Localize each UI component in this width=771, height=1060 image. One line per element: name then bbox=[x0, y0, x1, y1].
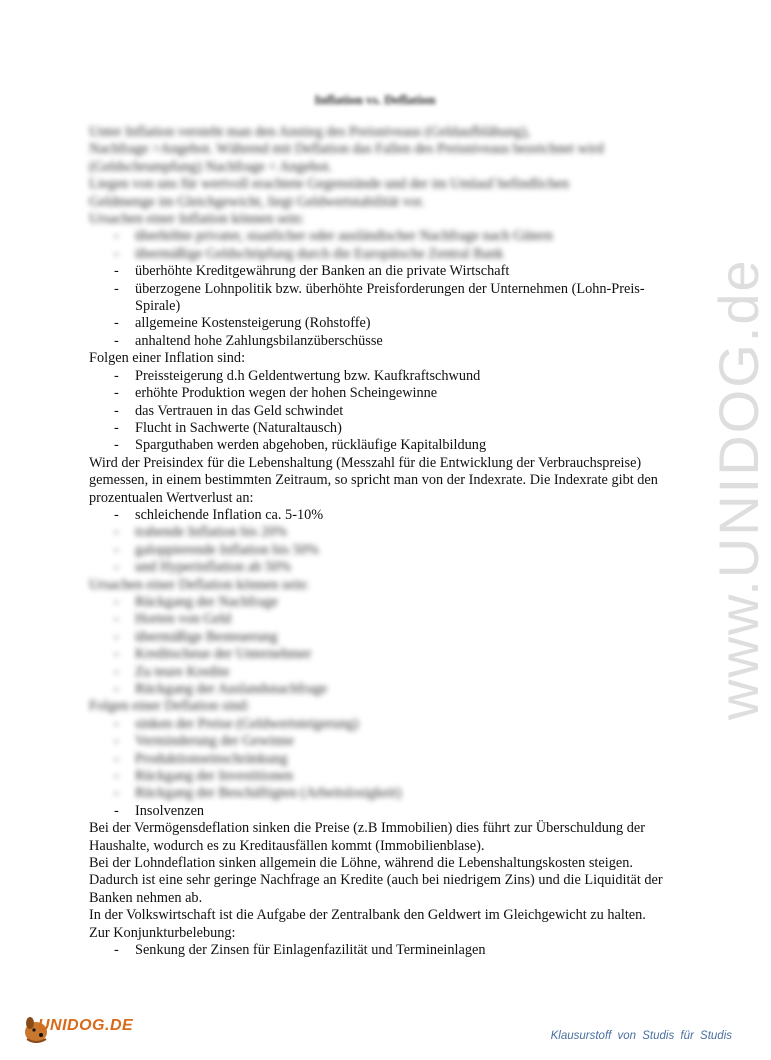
list-item: - Flucht in Sachwerte (Naturaltausch) bbox=[89, 420, 674, 437]
stimulus-heading: Zur Konjunkturbelebung: bbox=[89, 924, 236, 941]
inflation-causes-heading: Ursachen einer Inflation können sein: bbox=[89, 211, 305, 228]
list-item: - Preissteigerung d.h Geldentwertung bzw. Kaufkraftschwund bbox=[89, 368, 674, 385]
footer-tagline: Klausurstoff von Studis für Studis bbox=[550, 1030, 732, 1042]
closing-paragraph: In der Volkswirtschaft ist die Aufgabe der Zentralbank den Geldwert im Gleichgewicht zu halten. bbox=[89, 907, 646, 924]
index-paragraph: Wird der Preisindex für die Lebenshaltung (Messzahl für die Entwicklung der Verbrauchspreise) gemessen, in einem bestimmten Zeitraum, so spricht man von der Indexrate. Die Indexrate gibt den prozentualen Wertverlust an: bbox=[89, 454, 658, 506]
list-item: - erhöhte Produktion wegen der hohen Scheingewinne bbox=[89, 385, 674, 402]
intro-line: Liegen von uns für wertvoll erachtete Gegenstände und der im Umlauf befindlichen bbox=[89, 176, 569, 193]
list-item: - Insolvenzen bbox=[89, 803, 674, 820]
intro-line: (Geldschrumpfung) Nachfrage < Angebot. bbox=[89, 158, 333, 175]
list-item: - Kreditscheue der Unternehmer bbox=[89, 646, 674, 663]
intro-line: Geldmenge im Gleichgewicht, liegt Geldwertstabilität vor. bbox=[89, 193, 425, 210]
list-item: - Sparguthaben werden abgehoben, rückläufige Kapitalbildung bbox=[89, 437, 674, 454]
watermark: www.UNIDOG.de bbox=[707, 258, 770, 720]
inflation-types-list bbox=[89, 507, 674, 577]
list-item: - trabende Inflation bis 20% bbox=[89, 524, 674, 541]
list-item: - Rückgang der Beschäftigten (Arbeitslosigkeit) bbox=[89, 785, 674, 802]
list-item: - überzogene Lohnpolitik bzw. überhöhte Preisforderungen der Unternehmen (Lohn-Preis-Spirale) bbox=[89, 281, 674, 316]
list-item: - galoppierende Inflation bis 50% bbox=[89, 542, 674, 559]
inflation-causes-list bbox=[89, 228, 674, 350]
list-item: - Horten von Geld bbox=[89, 611, 674, 628]
list-item: - übermäßige Besteuerung bbox=[89, 629, 674, 646]
list-item: - Produktionseinschränkung bbox=[89, 751, 674, 768]
deflation-causes-list bbox=[89, 594, 674, 698]
closing-paragraph: Bei der Vermögensdeflation sinken die Preise (z.B Immobilien) dies führt zur Überschuldung der Haushalte, wodurch es zu Kreditausfällen kommt (Immobilienblase). bbox=[89, 820, 645, 854]
list-item: - Rückgang der Auslandsnachfrage bbox=[89, 681, 674, 698]
list-item: - Senkung der Zinsen für Einlagenfazilität und Termineinlagen bbox=[89, 942, 674, 959]
list-item: - sinken der Preise (Geldwertsteigerung) bbox=[89, 716, 674, 733]
list-item: - Rückgang der Investitionen bbox=[89, 768, 674, 785]
stimulus-list bbox=[89, 942, 674, 959]
intro-block bbox=[89, 124, 674, 228]
deflation-effects-list bbox=[89, 716, 674, 820]
document-body bbox=[89, 124, 674, 960]
list-item: - schleichende Inflation ca. 5-10% bbox=[89, 507, 674, 524]
list-item: - überhöhte Kreditgewährung der Banken an die private Wirtschaft bbox=[89, 263, 674, 280]
list-item: - Rückgang der Nachfrage bbox=[89, 594, 674, 611]
list-item: - übermäßige Geldschöpfung durch die Europäische Zentral Bank bbox=[89, 246, 674, 263]
list-item: - das Vertrauen in das Geld schwindet bbox=[89, 403, 674, 420]
inflation-effects-heading: Folgen einer Inflation sind: bbox=[89, 350, 246, 367]
intro-line: Nachfrage >Angebot. Während mit Deflation das Fallen des Preisniveaus bezeichnet wird bbox=[89, 141, 604, 158]
inflation-effects-list bbox=[89, 368, 674, 455]
list-item: - überhöhte privater, staatlicher oder ausländischer Nachfrage nach Gütern bbox=[89, 228, 674, 245]
logo-text: UNIDOG.DE bbox=[38, 1017, 134, 1034]
list-item: - anhaltend hohe Zahlungsbilanzüberschüsse bbox=[89, 333, 674, 350]
list-item: - allgemeine Kostensteigerung (Rohstoffe) bbox=[89, 315, 674, 332]
list-item: - Verminderung der Gewinne bbox=[89, 733, 674, 750]
deflation-causes-heading: Ursachen einer Deflation können sein: bbox=[89, 576, 309, 593]
deflation-effects-heading: Folgen einer Deflation sind: bbox=[89, 698, 250, 715]
closing-paragraph: Bei der Lohndeflation sinken allgemein die Löhne, während die Lebenshaltungskosten steigen. Dadurch ist eine sehr geringe Nachfrage an Kredite (auch bei niedrigem Zins) und die Liquidität der Banken nehmen ab. bbox=[89, 855, 663, 906]
page-title: Inflation vs. Deflation bbox=[314, 92, 436, 107]
list-item: - Zu teure Kredite bbox=[89, 664, 674, 681]
intro-line: Unter Inflation versteht man den Anstieg des Preisniveaus (Geldaufblähung), bbox=[89, 124, 531, 140]
list-item: - und Hyperinflation ab 50% bbox=[89, 559, 674, 576]
